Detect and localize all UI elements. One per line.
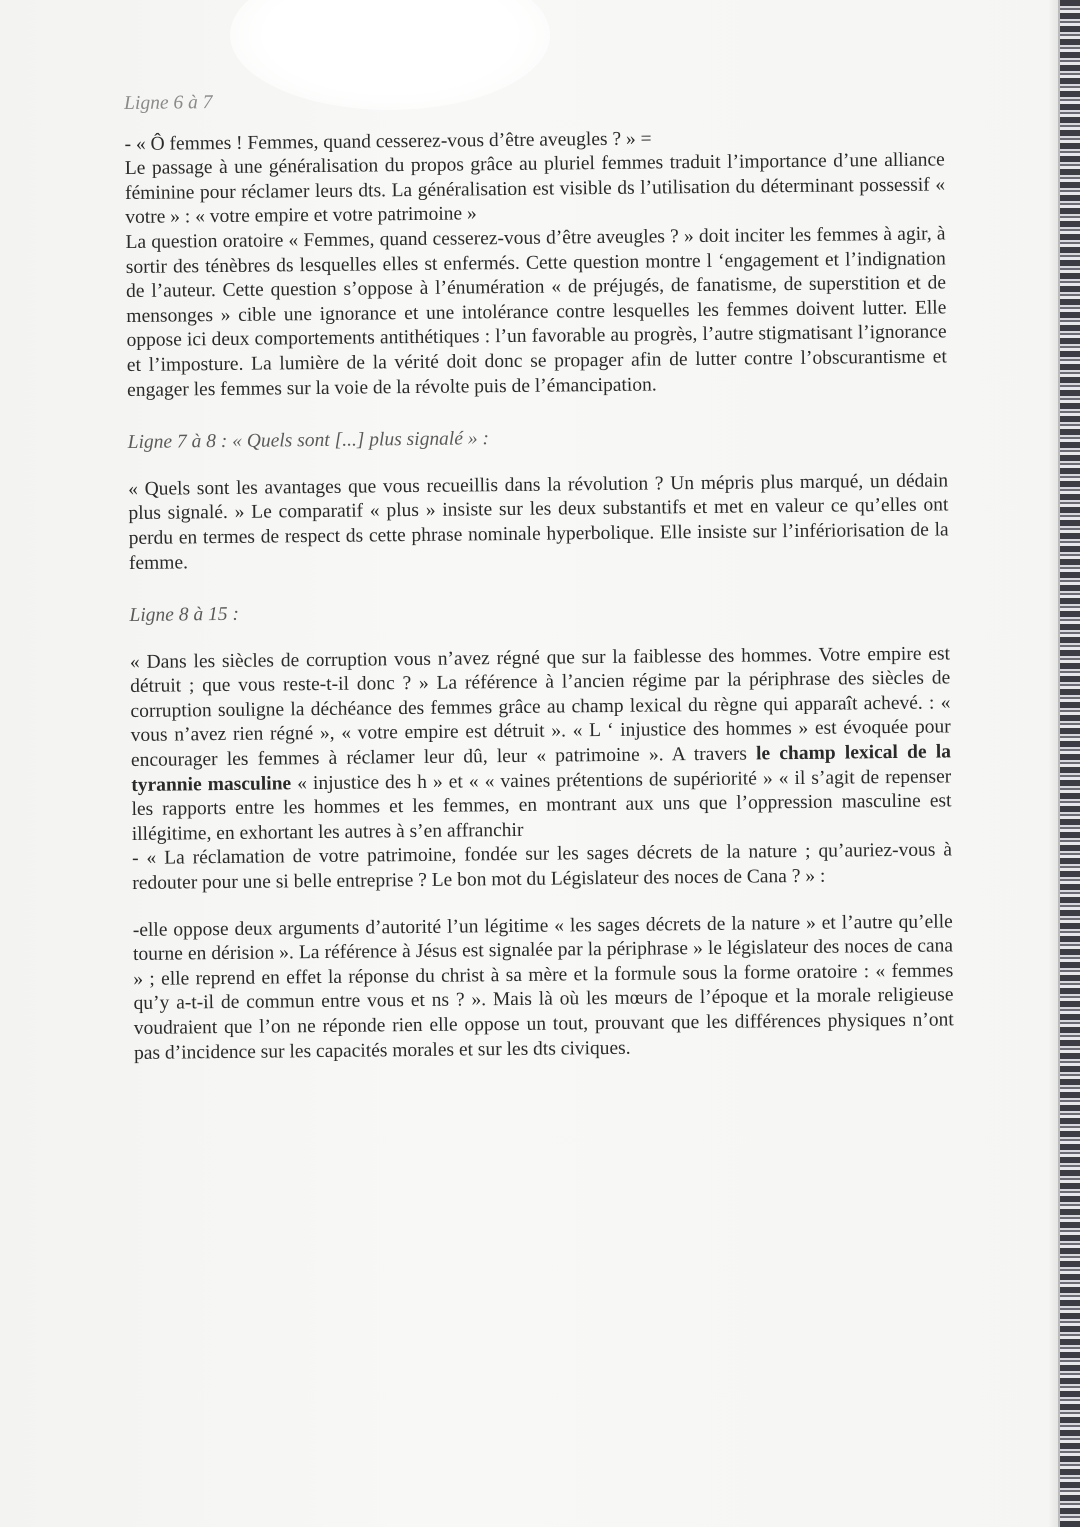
- text-run: « injustice des h » et « « vaines prétentions de supériorité » « il s’agit de repenser les rapports entre les hommes et les femmes, en montrant aux uns que l’oppression masculine est illégitime, en exhortant les autres à s’en affranchir: [131, 766, 952, 845]
- bold-emphasis: le champ lexical de la tyrannie masculine: [131, 741, 952, 796]
- section-heading-ligne-6-7: Ligne 6 à 7: [124, 92, 213, 114]
- quote-line: - « Ô femmes ! Femmes, quand cesserez-vous d’être aveugles ? » =: [124, 128, 652, 155]
- text-run: « Dans les siècles de corruption vous n’avez régné que sur la faiblesse des hommes. Votre empire est détruit ; que vous reste-t-il donc ? » La référence à l’ancien régime par la périphrase des siècles de corruption souligne la déchéance des femmes grâce au champ lexical du règne qui apparaît achevé. : « vous n’avez rien régné », « votre empire est détruit ». « L ‘ injustice des hommes » est évoquée pour encourager les femmes à réclamer leur dû, leur « patrimoine ». A travers: [129, 643, 951, 772]
- paragraph: Le passage à une généralisation du propos grâce au pluriel femmes traduit l’importance d’une alliance féminine pour réclamer leurs dts. La généralisation est visible ds l’utilisation du déterminant possessif « votre » : « votre empire et votre patrimoine »: [124, 149, 946, 229]
- paragraph: -elle oppose deux arguments d’autorité l’un légitime « les sages décrets de la nature » et l’autre qu’elle tourne en dérision ». La référence à Jésus est signalée par la périphrase » le législateur des noces de cana » ; elle reprend en effet la réponse du christ à sa mère et la formule sous la forme oratoire : « femmes qu’y a-t-il de commun entre vous et ns ? ». Mais là où les mœurs de l’époque et la morale religieuse voudraient que l’on ne réponde rien elle oppose un tout, prouvant que les différences physiques n’ont pas d’incidence sur les capacités morales et sur les dts civiques.: [132, 910, 954, 1064]
- spiral-binding: [1058, 0, 1080, 1527]
- paragraph: La question oratoire « Femmes, quand cesserez-vous d’être aveugles ? » doit inciter les femmes à agir, à sortir des ténèbres ds lesquelles elles st enfermés. Cette question montre l ‘engagement et l’indignation de l’auteur. Cette question s’oppose à l’énumération « de préjugés, de fanatisme, de superstition et de mensonges » cible une ignorance et une intolérance contre lesquelles les femmes doivent lutter. Elle oppose ici deux comportements antithétiques : l’un favorable au progrès, l’autre stigmatisant l’ignorance et l’imposture. La lumière de la vérité doit donc se propager afin de lutter contre l’obscurantisme et engager les femmes sur la voie de la révolte puis de l’émancipation.: [125, 223, 947, 401]
- section-heading-ligne-7-8: Ligne 7 à 8 : « Quels sont [...] plus signalé » :: [127, 428, 490, 454]
- section-heading-ligne-8-15: Ligne 8 à 15 :: [129, 603, 240, 627]
- document-body: [124, 83, 954, 1066]
- paragraph: [130, 642, 952, 847]
- paragraph: « Quels sont les avantages que vous recueillis dans la révolution ? Un mépris plus marqué, un dédain plus signalé. » Le comparatif « plus » insiste sur les deux substantifs et met en valeur ce qu’elles ont perdu en termes de respect ds cette phrase nominale hyperbolique. Elle insiste sur l’infériorisation de la femme.: [128, 470, 949, 574]
- quote-line: - « La réclamation de votre patrimoine, fondée sur les sages décrets de la nature ; qu’auriez-vous à redouter pour une si belle entreprise ? Le bon mot du Législateur des noces de Cana ? » :: [131, 839, 953, 894]
